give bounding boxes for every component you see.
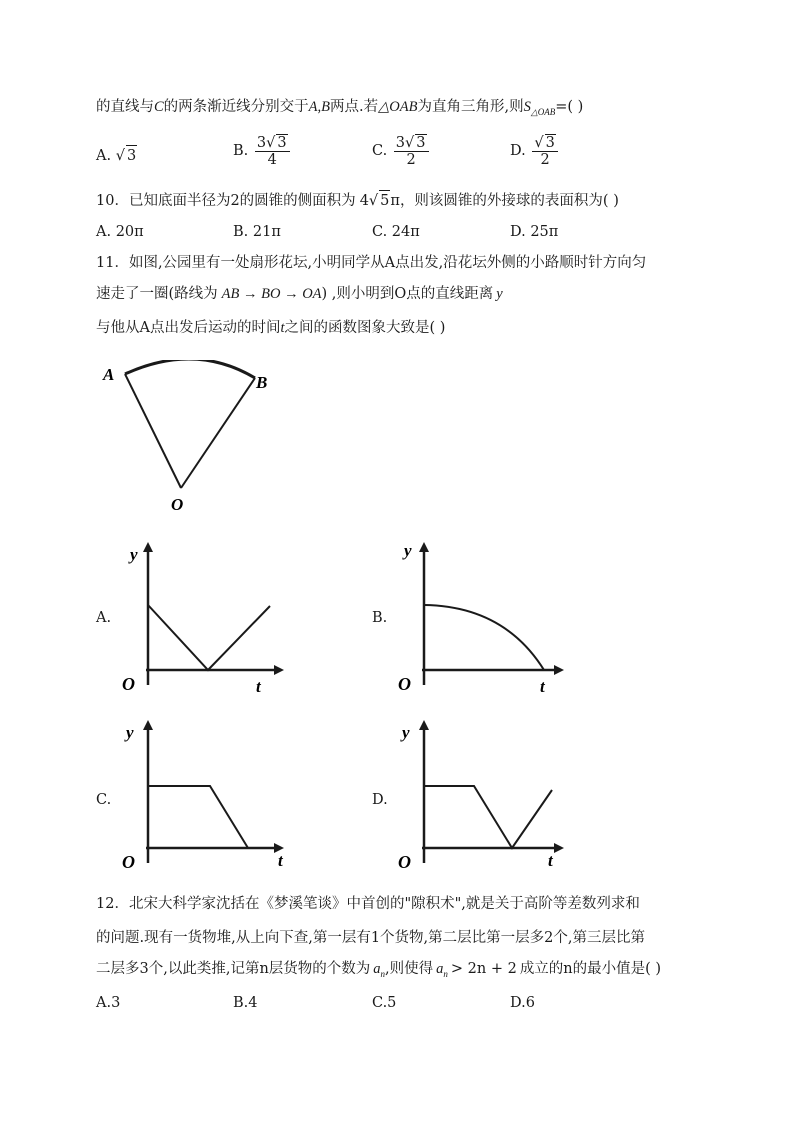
q11-text: 速走了一圈(路线为: [96, 286, 218, 302]
q11-text: 之间的函数图象大致是( ): [284, 320, 446, 336]
sector-figure: [95, 360, 285, 520]
q11-route: AB → BO → OA: [221, 286, 322, 302]
graph-d[interactable]: [394, 718, 569, 873]
origin-label: O: [122, 852, 135, 872]
q9-line: [96, 97, 583, 122]
y-label: y: [402, 723, 410, 742]
point-b-label: B: [256, 373, 268, 392]
sector-radius-ob: [181, 378, 255, 488]
q9-area-subscript: △OAB: [530, 106, 556, 117]
origin-label: O: [398, 674, 411, 694]
q10-pi: π: [390, 193, 400, 209]
graph-curve: [424, 605, 544, 670]
q9-text: 为直角三角形,则: [417, 99, 524, 115]
q12-option-c[interactable]: C.5: [372, 995, 397, 1011]
denominator: 2: [540, 152, 550, 168]
q10-coef: 4: [359, 193, 369, 209]
t-label: t: [278, 851, 283, 870]
q12-text: 成立的n的最小值是( ): [519, 961, 662, 977]
q11-line3: [96, 318, 445, 338]
q11-var-t: t: [280, 320, 285, 336]
graph-a[interactable]: [118, 540, 288, 695]
option-label: D.: [510, 143, 526, 159]
radicand: 3: [416, 135, 426, 151]
q11-option-c[interactable]: C.: [96, 792, 112, 808]
q10-stem: [96, 190, 619, 211]
numerator: 3: [395, 135, 406, 151]
fraction: $\frac{3√ 3}{4}$: [255, 134, 290, 168]
t-label: t: [256, 677, 261, 695]
x-axis-arrow-icon: [554, 843, 564, 853]
radicand: 5: [379, 190, 390, 211]
q9-option-b[interactable]: [233, 134, 290, 168]
graph-curve: [424, 786, 552, 848]
q12-line1: 12．北宋大科学家沈括在《梦溪笔谈》中首创的"隙积术",就是关于高阶等差数列求和: [96, 896, 640, 912]
sqrt-icon: √: [368, 193, 379, 209]
fraction: $\frac{√ 3}{2}$: [532, 134, 557, 168]
q12-inequality: > 2n + 2: [450, 961, 517, 977]
origin-label: O: [398, 852, 411, 872]
q11-option-a[interactable]: A.: [96, 610, 112, 626]
q11-var-y: y: [496, 286, 503, 302]
y-axis-arrow-icon: [143, 720, 153, 730]
point-o-label: O: [171, 495, 184, 514]
q9-var-c: C: [154, 99, 164, 115]
option-label: B.: [233, 143, 249, 159]
q9-text: 的直线与: [96, 99, 154, 115]
q10-text: 10．已知底面半径为2的圆锥的侧面积为: [96, 193, 356, 209]
q11-text: ) ,则小明到O点的直线距离: [321, 286, 494, 302]
q12-text: 二层多3个,以此类推,记第n层货物的个数为: [96, 961, 371, 977]
q9-triangle: △OAB: [378, 99, 418, 115]
q10-option-c[interactable]: C. 24π: [372, 224, 420, 240]
t-label: t: [548, 851, 553, 870]
y-axis-arrow-icon: [143, 542, 153, 552]
q12-an: a: [373, 961, 381, 977]
sector-radius-oa: [125, 374, 181, 488]
sector-arc: [125, 360, 255, 378]
origin-label: O: [122, 674, 135, 694]
sqrt-icon: √: [115, 148, 125, 164]
q9-text: =( ): [555, 99, 584, 115]
x-axis-arrow-icon: [274, 665, 284, 675]
y-label: y: [126, 723, 134, 742]
numerator: 3: [256, 135, 267, 151]
q12-option-b[interactable]: B.4: [233, 995, 258, 1011]
q12-an-subscript: n: [380, 968, 386, 979]
option-label: A.: [96, 148, 112, 164]
q10-option-d[interactable]: D. 25π: [510, 224, 559, 240]
q12-option-d[interactable]: D.6: [510, 995, 535, 1011]
denominator: 4: [267, 152, 277, 168]
q11-option-d[interactable]: D.: [372, 792, 388, 808]
graph-c[interactable]: [118, 718, 288, 873]
q12-text: ,则使得: [385, 961, 434, 977]
q12-option-a[interactable]: A.3: [96, 995, 121, 1011]
q9-option-d[interactable]: [510, 134, 558, 168]
graph-curve: [148, 605, 270, 670]
radicand: 3: [277, 135, 287, 151]
q12-an-subscript: n: [443, 968, 448, 979]
q9-text: 两点.若: [330, 99, 379, 115]
q11-line2: [96, 284, 503, 304]
q12-an: a: [436, 961, 444, 977]
x-axis-arrow-icon: [554, 665, 564, 675]
q11-line1: 11．如图,公园里有一处扇形花坛,小明同学从A点出发,沿花坛外侧的小路顺时针方向匀: [96, 255, 647, 271]
t-label: t: [540, 677, 545, 695]
q11-option-b[interactable]: B.: [372, 610, 388, 626]
fraction: $\frac{3√ 3}{2}$: [394, 134, 429, 168]
y-label: y: [404, 541, 412, 560]
q9-area-symbol: S: [523, 99, 531, 115]
radicand: 3: [126, 145, 137, 166]
q10-option-b[interactable]: B. 21π: [233, 224, 281, 240]
q10-option-a[interactable]: A. 20π: [96, 224, 144, 240]
q9-option-a[interactable]: [96, 145, 137, 166]
denominator: 2: [406, 152, 416, 168]
q9-var-ab: A,B: [308, 99, 331, 115]
y-axis-arrow-icon: [419, 720, 429, 730]
graph-b[interactable]: [394, 540, 569, 695]
point-a-label: A: [103, 365, 115, 384]
graph-curve: [148, 786, 248, 848]
radicand: 3: [545, 135, 555, 151]
q10-text: ，则该圆锥的外接球的表面积为( ): [399, 193, 619, 209]
y-label: y: [130, 545, 138, 564]
y-axis-arrow-icon: [419, 542, 429, 552]
q11-text: 与他从A点出发后运动的时间: [96, 320, 281, 336]
q9-option-c[interactable]: [372, 134, 429, 168]
q12-line3: [96, 959, 661, 984]
q9-text: 的两条渐近线分别交于: [163, 99, 309, 115]
option-label: C.: [372, 143, 388, 159]
q12-line2: 的问题.现有一货物堆,从上向下查,第一层有1个货物,第二层比第一层多2个,第三层比第: [96, 930, 645, 946]
